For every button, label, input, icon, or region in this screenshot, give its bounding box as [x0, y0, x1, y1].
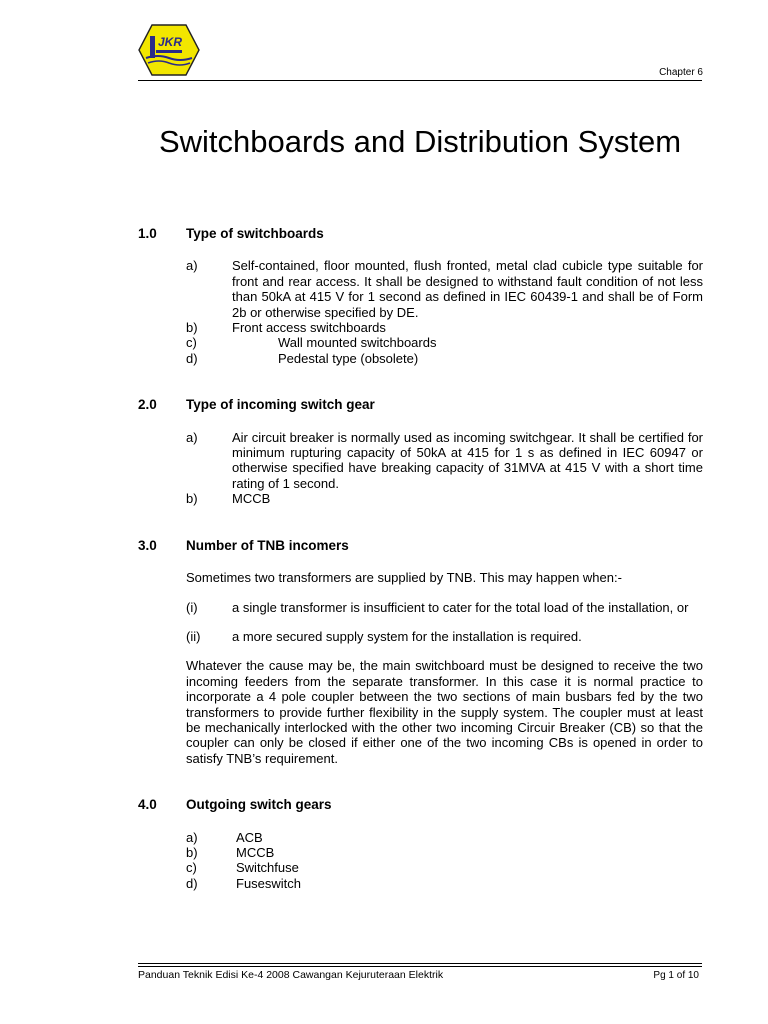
list-marker: a) — [186, 258, 198, 274]
list-item — [138, 830, 703, 845]
list-marker: b) — [186, 491, 198, 507]
footer-text: Panduan Teknik Edisi Ke-4 2008 Cawangan Kejuruteraan Elektrik — [138, 969, 444, 981]
document-body — [138, 226, 703, 891]
section-title: Type of switchboards — [186, 226, 324, 241]
list-item — [138, 845, 703, 860]
list-marker: d) — [186, 350, 198, 366]
list-item — [138, 629, 703, 644]
svg-text:JKR: JKR — [158, 35, 183, 49]
list-text: Wall mounted switchboards — [278, 335, 437, 351]
section-heading — [138, 797, 703, 812]
section-title: Outgoing switch gears — [186, 797, 332, 813]
list-marker: b) — [186, 844, 198, 860]
chapter-label: Chapter 6 — [659, 67, 703, 78]
list-marker: c) — [186, 860, 197, 876]
section-heading — [138, 226, 703, 241]
list-item — [138, 430, 703, 492]
list-item — [138, 335, 703, 350]
list-text: a single transformer is insufficient to cater for the total load of the installation, or — [232, 599, 689, 615]
list-text: Pedestal type (obsolete) — [278, 350, 419, 366]
section-heading — [138, 538, 703, 553]
list-text: Switchfuse — [236, 860, 299, 876]
section-title: Type of incoming switch gear — [186, 397, 375, 413]
body-paragraph: Whatever the cause may be, the main switchboard must be designed to receive the two incoming feeders from the separate transformer. In this case it is normal practice to incorporate a 4 pole coupler between the two sections of main busbars fed by the two transformers to provide further flexibility in the supply system. The coupler must at least be mechanically interlocked with the other two incoming Circuir Breaker (CB) so that the coupler can only be closed if either one of the two incoming CBs is opened in order to satisfy TNB’s requirement. — [186, 658, 703, 766]
list-text: Air circuit breaker is normally used as incoming switchgear. It shall be certified for minimum rupturing capacity of 50kA at 415 for 1 s as defined in IEC 60947 or otherwise specified have breaking capacity of 31MVA at 415 V with a short time rating of 1 second. — [232, 429, 703, 491]
list-text: a more secured supply system for the installation is required. — [232, 628, 582, 644]
list-text: MCCB — [236, 844, 275, 860]
list-marker: (i) — [186, 599, 198, 615]
list-text: Fuseswitch — [236, 875, 302, 891]
list-item — [138, 351, 703, 366]
footer-rule — [138, 966, 702, 967]
list-marker: a) — [186, 429, 198, 445]
list-marker: (ii) — [186, 628, 201, 644]
section-number: 2.0 — [138, 397, 157, 413]
list-marker: a) — [186, 829, 198, 845]
list-text: ACB — [236, 829, 263, 845]
list-item — [138, 320, 703, 335]
section-heading — [138, 397, 703, 412]
intro-paragraph: Sometimes two transformers are supplied by TNB. This may happen when:- — [186, 570, 622, 586]
section-number: 1.0 — [138, 226, 157, 241]
section-number: 3.0 — [138, 537, 157, 553]
section-title: Number of TNB incomers — [186, 537, 349, 553]
list-item — [138, 491, 703, 506]
section-number: 4.0 — [138, 797, 157, 813]
list-item — [138, 258, 703, 320]
list-item — [138, 600, 703, 615]
list-marker: b) — [186, 320, 198, 336]
page-title: Switchboards and Distribution System — [158, 124, 682, 159]
list-text: Self-contained, floor mounted, flush fronted, metal clad cubicle type suitable for front and rear access. It shall be designed to withstand fault condition of not less than 50kA at 415 V for 1 second as defined in IEC 60439-1 and shall be of Form 2b or otherwise specified by DE. — [232, 258, 703, 320]
jkr-logo — [138, 24, 200, 76]
list-item — [138, 876, 703, 891]
list-item — [138, 860, 703, 875]
list-marker: d) — [186, 875, 198, 891]
list-text: MCCB — [232, 491, 271, 507]
footer-rule — [138, 963, 702, 964]
page-number: Pg 1 of 10 — [653, 970, 699, 981]
list-marker: c) — [186, 335, 197, 351]
header-rule — [138, 80, 702, 81]
list-text: Front access switchboards — [232, 320, 386, 336]
